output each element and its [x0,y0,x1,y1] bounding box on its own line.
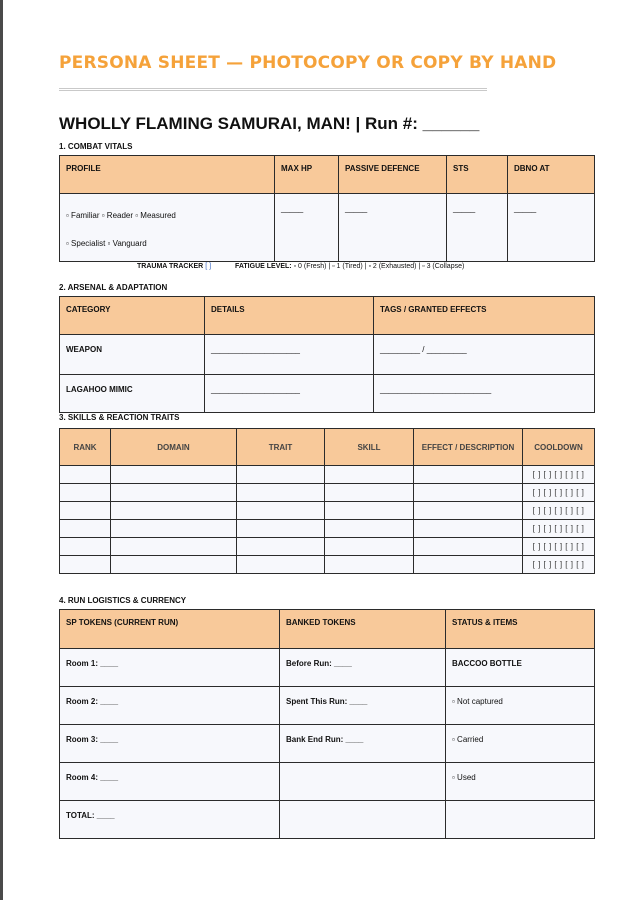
cooldown-boxes[interactable]: [ ] [ ] [ ] [ ] [ ] [523,556,595,574]
skill-row [60,484,595,502]
trait-cell[interactable] [237,538,325,556]
sp-total[interactable]: TOTAL: ____ [60,801,280,839]
col-trait: TRAIT [237,429,325,466]
domain-cell[interactable] [111,466,237,484]
passive-defence-field[interactable] [339,194,447,262]
combat-vitals-heading: 1. COMBAT VITALS [59,142,133,151]
dbno-at-field[interactable] [508,194,595,262]
col-sts: STS [447,156,508,194]
col-profile: PROFILE [60,156,275,194]
skill-cell[interactable] [325,556,414,574]
col-details: DETAILS [205,297,374,335]
cooldown-boxes[interactable]: [ ] [ ] [ ] [ ] [ ] [523,484,595,502]
sp-room-4[interactable]: Room 4: ____ [60,763,280,801]
col-dbno-at: DBNO AT [508,156,595,194]
sp-room-3[interactable]: Room 3: ____ [60,725,280,763]
domain-cell[interactable] [111,538,237,556]
max-hp-blank: _____ [281,204,304,213]
logistics-row [60,725,595,763]
col-domain: DOMAIN [111,429,237,466]
col-passive-defence: PASSIVE DEFENCE [339,156,447,194]
col-max-hp: MAX HP [275,156,339,194]
logistics-row [60,687,595,725]
skill-cell[interactable] [325,538,414,556]
skill-row [60,466,595,484]
effect-cell[interactable] [414,466,523,484]
logistics-row [60,801,595,839]
col-sp-tokens: SP TOKENS (CURRENT RUN) [60,610,280,649]
col-category: CATEGORY [60,297,205,335]
logistics-row [60,649,595,687]
trait-cell[interactable] [237,484,325,502]
status-carried[interactable]: ▫ Carried [446,725,595,763]
effect-cell[interactable] [414,484,523,502]
logistics-heading: 4. RUN LOGISTICS & CURRENCY [59,596,187,605]
domain-cell[interactable] [111,502,237,520]
arsenal-category-weapon: WEAPON [60,335,205,375]
trait-cell[interactable] [237,502,325,520]
trauma-tracker-label: TRAUMA TRACKER [137,263,204,270]
domain-cell[interactable] [111,520,237,538]
effect-cell[interactable] [414,538,523,556]
fatigue-level-label: FATIGUE LEVEL: [234,263,292,270]
profile-options-line-2: ▫ Specialist ▫ Vanguard [66,239,147,248]
dbno-at-blank: _____ [514,204,537,213]
domain-cell[interactable] [111,556,237,574]
status-not-captured[interactable]: ▫ Not captured [446,687,595,725]
fatigue-options[interactable]: ▫ 0 (Fresh) | ▫ 1 (Tired) | ▫ 2 (Exhausted) | ▫ 3 (Collapse) [293,263,465,270]
col-rank: RANK [60,429,111,466]
status-used[interactable]: ▫ Used [446,763,595,801]
skill-row [60,556,595,574]
weapon-tags-field[interactable]: _________ / _________ [374,335,595,375]
logistics-table [59,609,595,839]
skill-cell[interactable] [325,466,414,484]
effect-cell[interactable] [414,556,523,574]
domain-cell[interactable] [111,484,237,502]
rank-cell[interactable] [60,556,111,574]
run-title: WHOLLY FLAMING SAMURAI, MAN! | Run #: ______ [59,114,480,133]
sp-room-1[interactable]: Room 1: ____ [60,649,280,687]
cooldown-boxes[interactable]: [ ] [ ] [ ] [ ] [ ] [523,466,595,484]
sheet-title: PERSONA SHEET — PHOTOCOPY OR COPY BY HAND [59,53,557,73]
trait-cell[interactable] [237,556,325,574]
col-cooldown: COOLDOWN [523,429,595,466]
rank-cell[interactable] [60,484,111,502]
sts-blank: _____ [453,204,476,213]
effect-cell[interactable] [414,520,523,538]
skill-row [60,520,595,538]
skill-cell[interactable] [325,484,414,502]
rank-cell[interactable] [60,502,111,520]
weapon-details-field[interactable]: ____________________ [205,335,374,375]
cooldown-boxes[interactable]: [ ] [ ] [ ] [ ] [ ] [523,538,595,556]
banked-before-run[interactable]: Before Run: ____ [280,649,446,687]
skill-cell[interactable] [325,502,414,520]
col-status-items: STATUS & ITEMS [446,610,595,649]
skills-heading: 3. SKILLS & REACTION TRAITS [59,413,180,422]
effect-cell[interactable] [414,502,523,520]
trait-cell[interactable] [237,466,325,484]
profile-options[interactable] [60,194,275,262]
rank-cell[interactable] [60,520,111,538]
status-empty [446,801,595,839]
cooldown-boxes[interactable]: [ ] [ ] [ ] [ ] [ ] [523,520,595,538]
cooldown-boxes[interactable]: [ ] [ ] [ ] [ ] [ ] [523,502,595,520]
combat-vitals-table [59,155,595,262]
banked-empty [280,763,446,801]
trauma-tracker-box[interactable]: [ ] [205,263,212,270]
skill-row [60,502,595,520]
max-hp-field[interactable] [275,194,339,262]
arsenal-table [59,296,595,413]
profile-options-line-1: ▫ Familiar ▫ Reader ▫ Measured [66,211,176,220]
skill-row [60,538,595,556]
mimic-tags-field[interactable]: _________________________ [374,375,595,413]
logistics-row [60,763,595,801]
skills-table [59,428,595,574]
mimic-details-field[interactable]: ____________________ [205,375,374,413]
banked-bank-end-run[interactable]: Bank End Run: ____ [280,725,446,763]
document-page [3,0,643,900]
banked-spent-this-run[interactable]: Spent This Run: ____ [280,687,446,725]
trait-cell[interactable] [237,520,325,538]
banked-empty [280,801,446,839]
arsenal-heading: 2. ARSENAL & ADAPTATION [59,283,168,292]
col-skill: SKILL [325,429,414,466]
status-baccoo-bottle: BACCOO BOTTLE [446,649,595,687]
col-banked-tokens: BANKED TOKENS [280,610,446,649]
passive-defence-blank: _____ [345,204,368,213]
skill-cell[interactable] [325,520,414,538]
title-divider [59,88,487,91]
rank-cell[interactable] [60,538,111,556]
col-effect-description: EFFECT / DESCRIPTION [414,429,523,466]
sp-room-2[interactable]: Room 2: ____ [60,687,280,725]
trauma-fatigue-line [137,263,464,270]
rank-cell[interactable] [60,466,111,484]
sts-field[interactable] [447,194,508,262]
col-tags: TAGS / GRANTED EFFECTS [374,297,595,335]
arsenal-category-lagahoo-mimic: LAGAHOO MIMIC [60,375,205,413]
